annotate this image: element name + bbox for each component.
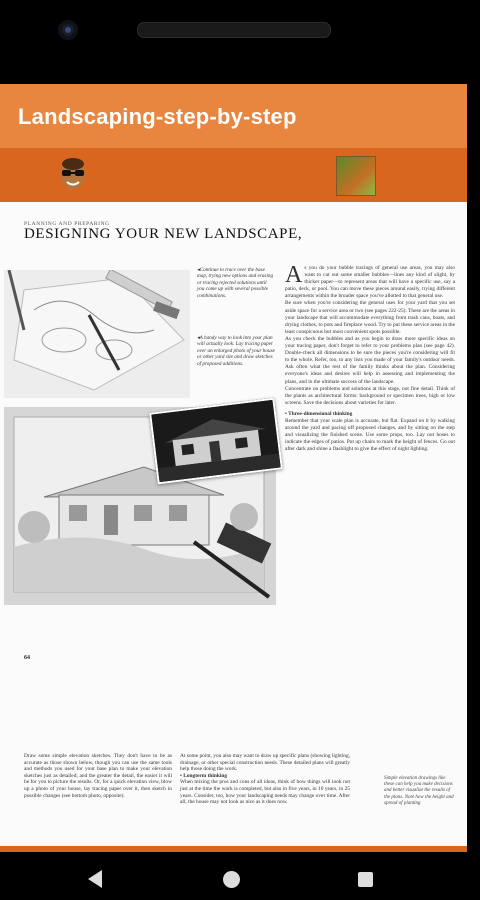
lower-left-text: Draw some simple elevation sketches. They don't have to be as accurate as those shown below, though you can use the same tools and methods you used for your base plan to make your elevation sketches just as detailed; and the greater the detail, the easier it will be for you to picture the results. Or, for a quick elevation view, blow up a photo of your house, lay tracing paper over it, then sketch in possible changes (see bottom photo, opposite). xyxy=(24,753,172,799)
bottom-band xyxy=(0,846,467,852)
lower-middle-paragraph-2: When mixing the pros and cons of all ideas, think of how things will look not just at the time the work is completed, but also in five years, in 10 years, in 25 years. Consider, too, how your landscaping needs may change over time. After all, the house may not look as nice as it does now. xyxy=(180,779,350,806)
app-title: Landscaping-step-by-step xyxy=(18,104,297,129)
navigation-bar xyxy=(0,854,480,900)
front-camera-icon xyxy=(58,20,78,40)
body-text-column xyxy=(285,262,455,453)
lower-caption: Simple elevation drawings like these can help you make decisions and better visualize the results of the plans. Note how the height and spread of planting xyxy=(384,776,454,806)
recent-apps-icon[interactable] xyxy=(358,872,373,887)
tracing-sketch-photo xyxy=(4,270,190,398)
screen-edge xyxy=(467,84,480,854)
section-kicker: PLANNING AND PREPARING xyxy=(24,221,110,227)
column-paragraph-4: Concentrate on problems and solutions at this stage, not fine detail. Think of the plants as architectural forms: background or specimen trees, high or low screens. Save the decisions about varieties for later. xyxy=(285,385,455,406)
status-bar xyxy=(0,0,480,84)
column-paragraph-1: s you do your bubble tracings of general use areas, you may also want to cut out some smaller bubbles—lines any kind of slight, by thicker paper—to represent areas that will have a specific use, say a patio, deck, or pool. You can move these pieces around easily, trying different arrangements within the broader space you've allotted to that general use. xyxy=(285,265,455,300)
column-paragraph-3: As you check the bubbles and as you begin to draw more specific ideas on your tracing paper, don't forget to refer to your problems plan (see page 42). Double-check all dimensions to be sure the pieces you're considering will fit to the whole. Refer, too, to any lists you made of your family's outdoor needs. Ask often what the rest of the family thinks about the plan. Considering everyone's ideas and desires will help in assessing and implementing the plans, and in the ultimate success of the landscape. xyxy=(285,335,455,385)
app-bar xyxy=(0,84,467,148)
garden-thumbnail[interactable] xyxy=(336,156,376,196)
page-heading: DESIGNING YOUR NEW LANDSCAPE, xyxy=(24,226,303,242)
column-paragraph-5: Remember that your scale plan is accurate, but flat. Expand on it by walking around the yard and pacing off proposed changes, and by sitting on the step and visualizing the finished scene. Use some props, too. Lay out hoses to indicate the edges of patios. Put up chairs to mark the height of fences. Go out after dark and shine a flashlight to give the effect of night lighting. xyxy=(285,417,455,453)
back-icon[interactable] xyxy=(88,870,102,888)
page-number: 64 xyxy=(24,655,30,661)
earpiece-speaker xyxy=(137,22,331,38)
avatar-face-icon xyxy=(58,156,88,192)
caption-tracing: ◂Continue to trace over the base map, trying new options and erasing or tracing rejected solutions until you come up with several possible combinations. xyxy=(197,267,274,299)
column-subheading: • Three-dimensional thinking xyxy=(285,410,353,417)
document-page[interactable] xyxy=(0,202,467,852)
avatar[interactable] xyxy=(58,156,88,192)
home-icon[interactable] xyxy=(223,871,240,888)
lower-middle-paragraph-1: At some point, you also may want to draw up specific plans (showing lighting, drainage, or other special construction needs. These detailed plans will greatly help those doing the work. xyxy=(180,753,350,773)
column-paragraph-2: Be sure when you're considering the general uses for your yard that you set aside space for a service area or two (see pages 222-25). These are the areas in your landscape that will accommodate everything from trash cans, boats, and drying clothes, to pots and fireplace wood. Try to put these service areas in the least conspicuous but most convenient spots possible. xyxy=(285,300,455,335)
caption-photo-overlay: ◂A handy way to look into your plan will actually look. Lay tracing paper over an enlarged photo of your house or other yard site and draw sketches of proposed additions. xyxy=(197,335,275,367)
lower-subheading: • Longterm thinking xyxy=(180,772,228,779)
drop-cap: A xyxy=(285,262,303,288)
lower-middle-text xyxy=(180,753,350,806)
house-photo-inset xyxy=(149,398,283,485)
